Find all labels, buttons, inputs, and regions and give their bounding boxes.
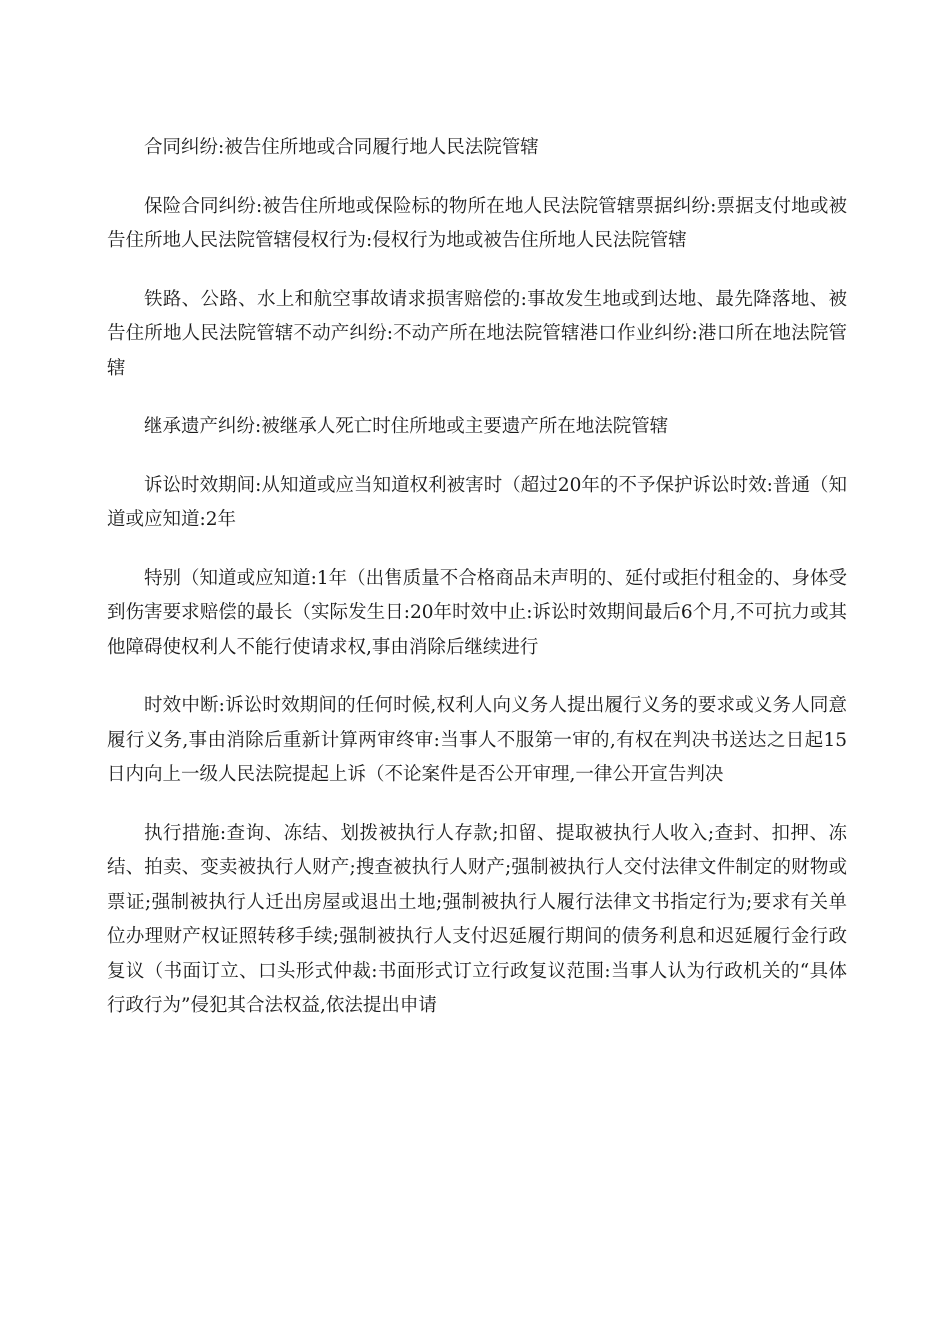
paragraph-limitation-interruption: 时效中断:诉讼时效期间的任何时候,权利人向义务人提出履行义务的要求或义务人同意履行义务,事由消除后重新计算两审终审:当事人不服第一审的,有权在判决书送达之日起15日内向上一级人民法院提起上诉（不论案件是否公开审理,一律公开宣告判决 (107, 695, 847, 785)
paragraph-insurance-dispute: 保险合同纠纷:被告住所地或保险标的物所在地人民法院管辖票据纠纷:票据支付地或被告住所地人民法院管辖侵权行为:侵权行为地或被告住所地人民法院管辖 (107, 195, 847, 251)
paragraph-transport-accident: 铁路、公路、水上和航空事故请求损害赔偿的:事故发生地或到达地、最先降落地、被告住所地人民法院管辖不动产纠纷:不动产所在地法院管辖港口作业纠纷:港口所在地法院管辖 (107, 288, 847, 379)
paragraph-contract-dispute: 合同纠纷:被告住所地或合同履行地人民法院管辖 (144, 137, 539, 158)
paragraph-inheritance-dispute: 继承遗产纠纷:被继承人死亡时住所地或主要遗产所在地法院管辖 (144, 416, 669, 437)
paragraph-enforcement-measures: 执行措施:查询、冻结、划拨被执行人存款;扣留、提取被执行人收入;查封、扣押、冻结、拍卖、变卖被执行人财产;搜查被执行人财产;强制被执行人交付法律文件制定的财物或票证;强制被执行人迁出房屋或退出土地;强制被执行人履行法律文书指定行为;要求有关单位办理财产权证照转移手续;强制被执行人支付迟延履行期间的债务利息和迟延履行金行政复议（书面订立、口头形式仲裁:书面形式订立行政复议范围:当事人认为行政机关的“具体行政行为”侵犯其合法权益,依法提出申请 (107, 822, 847, 1016)
paragraph-limitation-period: 诉讼时效期间:从知道或应当知道权利被害时（超过20年的不予保护诉讼时效:普通（知道或应知道:2年 (107, 474, 847, 530)
paragraph-special-limitation: 特别（知道或应知道:1年（出售质量不合格商品未声明的、延付或拒付租金的、身体受到伤害要求赔偿的最长（实际发生日:20年时效中止:诉讼时效期间最后6个月,不可抗力或其他障碍使权利人不能行使请求权,事由消除后继续进行 (107, 567, 847, 658)
document-body (107, 131, 847, 1048)
